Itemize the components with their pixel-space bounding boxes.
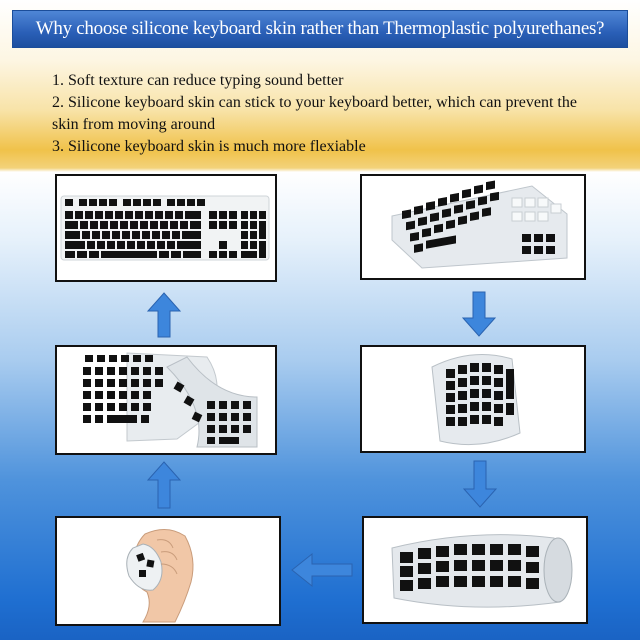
page-title: Why choose silicone keyboard skin rather than Thermoplastic polyurethanes? [35, 18, 605, 39]
arrow-down-icon [461, 290, 497, 338]
arrow-down-icon [462, 459, 498, 509]
benefit-item: 2. Silicone keyboard skin can stick to your keyboard better, which can prevent the [52, 94, 577, 111]
benefit-item-continued: skin from moving around [52, 116, 216, 133]
hand-squeeze-icon [57, 518, 279, 624]
benefit-list [52, 70, 612, 158]
keyboard-peel-icon [57, 347, 275, 453]
panel-hand-squeeze [55, 516, 281, 626]
benefit-item: 1. Soft texture can reduce typing sound better [52, 72, 344, 89]
keyboard-roll-icon [364, 518, 586, 622]
benefit-item: 3. Silicone keyboard skin is much more flexiable [52, 138, 366, 155]
panel-flat-keyboard [55, 174, 277, 282]
keyboard-flat-icon [57, 176, 275, 280]
panel-lifting-keyboard [360, 174, 586, 280]
panel-curved-keyboard [360, 345, 586, 453]
arrow-left-icon [290, 552, 354, 588]
title-banner [12, 10, 628, 48]
arrow-up-icon [146, 291, 182, 339]
keyboard-lift-icon [362, 176, 584, 278]
panel-rolled-keyboard [362, 516, 588, 624]
keyboard-curve-icon [362, 347, 584, 451]
panel-peeling-keyboard [55, 345, 277, 455]
arrow-up-icon [146, 460, 182, 510]
